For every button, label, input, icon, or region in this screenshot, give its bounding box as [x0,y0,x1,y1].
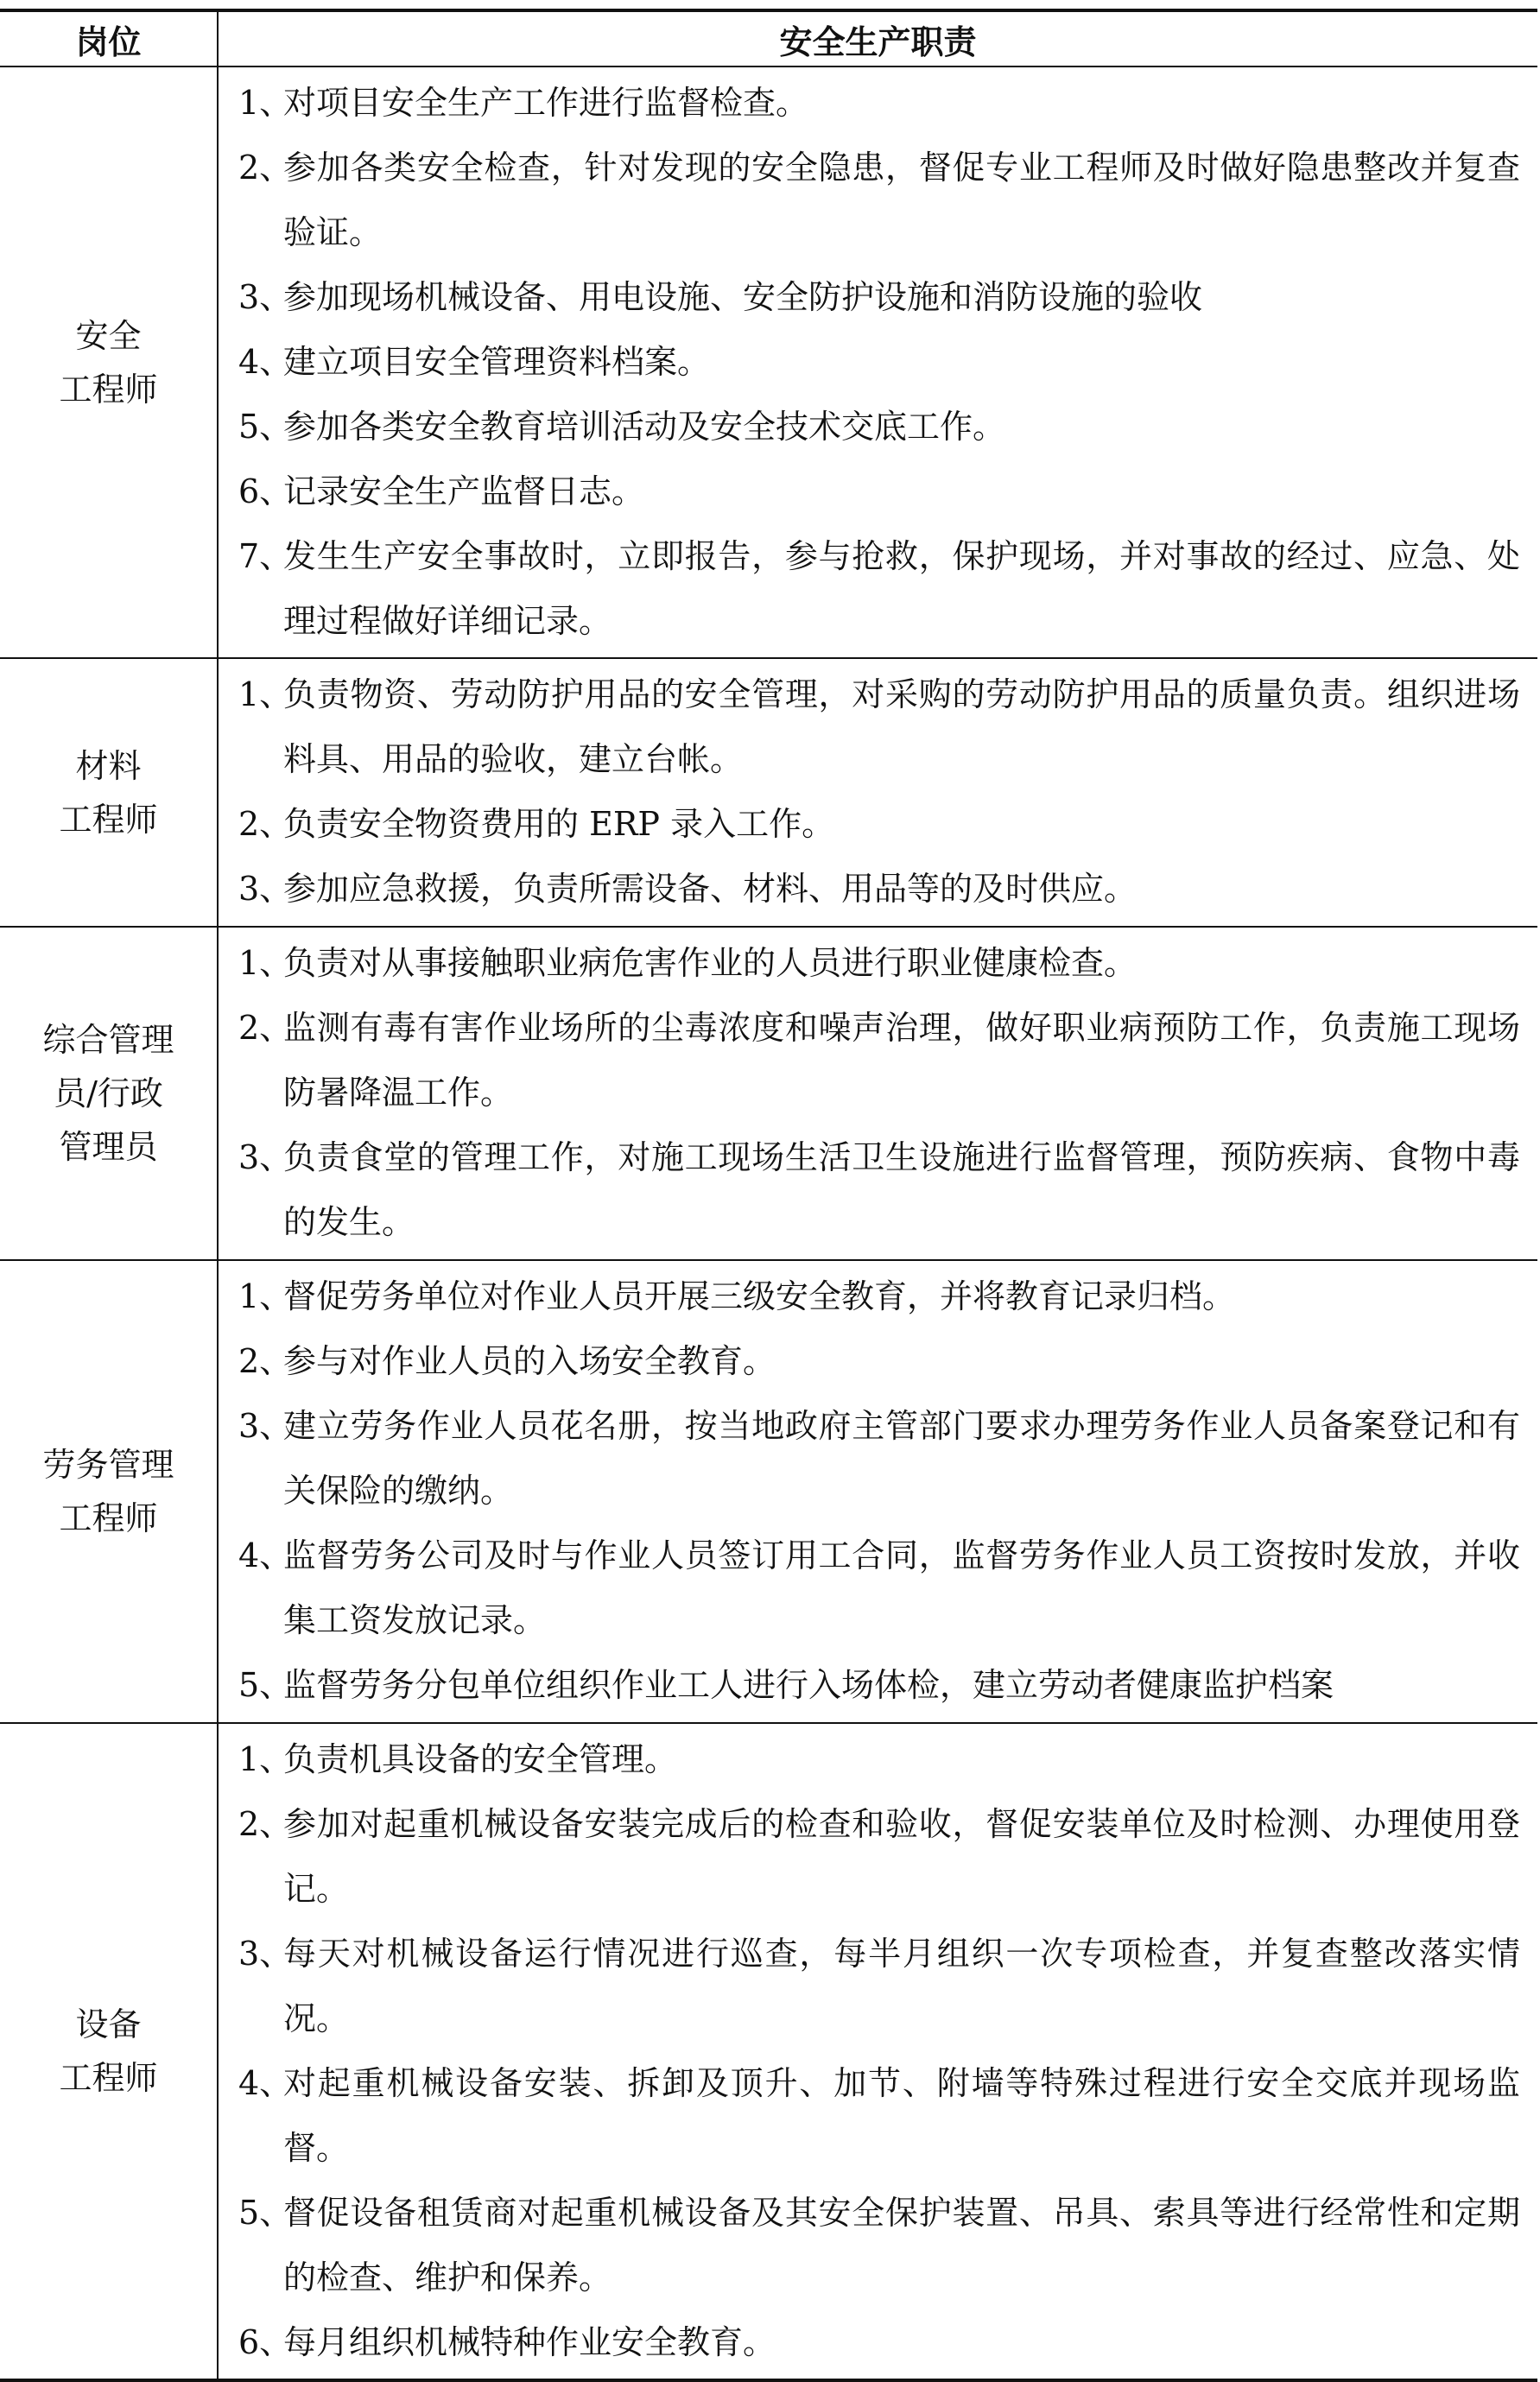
duty-item [238,662,1520,792]
duty-text: 负责安全物资费用的 ERP 录入工作。 [283,805,835,843]
duty-number: 2、 [238,1009,293,1047]
duty-number: 6、 [238,472,293,510]
table-row-materials-engineer [0,658,1537,927]
role-cell [0,67,218,658]
duty-number: 2、 [238,805,293,843]
duties-cell [218,1723,1537,2380]
duty-item [238,265,1520,330]
duty-item [238,1653,1520,1718]
role-cell [0,658,218,927]
duties-cell [218,927,1537,1260]
duty-text: 参加现场机械设备、用电设施、安全防护设施和消防设施的验收 [283,278,1203,316]
duty-number: 5、 [238,1666,293,1704]
duty-text: 负责机具设备的安全管理。 [283,1740,678,1778]
duty-number: 7、 [238,537,293,575]
duty-item [238,1524,1520,1653]
duties-cell [218,67,1537,658]
duty-text: 发生生产安全事故时，立即报告，参与抢救，保护现场，并对事故的经过、应急、处理过程做好详细记录。 [283,537,1520,640]
duty-item [238,1264,1520,1329]
duties-cell [218,1260,1537,1723]
duty-item [238,2051,1520,2181]
duty-number: 1、 [238,944,293,982]
duty-item [238,330,1520,395]
table-row-labor-engineer [0,1260,1537,1723]
duty-item [238,71,1520,136]
role-line: 材料 [75,746,142,785]
safety-duty-table [0,9,1537,2382]
header-role: 岗位 [0,10,218,67]
duty-item [238,1125,1520,1255]
duty-text: 监测有毒有害作业场所的尘毒浓度和噪声治理，做好职业病预防工作，负责施工现场防暑降温工作。 [283,1009,1520,1112]
duty-item [238,1922,1520,2051]
duty-text: 对项目安全生产工作进行监督检查。 [283,84,809,122]
duty-text: 建立劳务作业人员花名册，按当地政府主管部门要求办理劳务作业人员备案登记和有关保险的缴纳。 [283,1407,1520,1510]
role-line: 安全 [75,316,142,355]
duty-item [238,459,1520,524]
duty-number: 3、 [238,870,293,908]
role-line: 工程师 [59,800,158,839]
duty-number: 2、 [238,1805,293,1843]
role-line: 工程师 [59,1499,158,1537]
duty-item [238,1792,1520,1922]
duty-text: 参与对作业人员的入场安全教育。 [283,1342,776,1380]
header-duties: 安全生产职责 [218,10,1537,67]
role-cell [0,1723,218,2380]
duty-item [238,2310,1520,2375]
table-row-admin-manager [0,927,1537,1260]
duty-text: 每月组织机械特种作业安全教育。 [283,2323,776,2361]
duty-text: 监督劳务公司及时与作业人员签订用工合同，监督劳务作业人员工资按时发放，并收集工资发放记录。 [283,1536,1520,1639]
duty-text: 参加应急救援，负责所需设备、材料、用品等的及时供应。 [283,870,1138,908]
duty-number: 1、 [238,675,293,713]
duty-item [238,1329,1520,1394]
duty-number: 3、 [238,1138,293,1176]
duty-text: 负责食堂的管理工作，对施工现场生活卫生设施进行监督管理，预防疾病、食物中毒的发生。 [283,1138,1520,1241]
duty-text: 督促设备租赁商对起重机械设备及其安全保护装置、吊具、索具等进行经常性和定期的检查、维护和保养。 [283,2194,1520,2296]
duty-text: 记录安全生产监督日志。 [283,472,645,510]
duty-number: 4、 [238,343,293,381]
duties-cell [218,658,1537,927]
duty-number: 3、 [238,1407,293,1445]
duty-number: 5、 [238,2194,293,2232]
duty-text: 建立项目安全管理资料档案。 [283,343,711,381]
duty-number: 4、 [238,2064,293,2102]
duty-item [238,931,1520,996]
duty-number: 3、 [238,278,293,316]
duty-number: 6、 [238,2323,293,2361]
duty-item [238,524,1520,654]
role-line: 工程师 [59,2059,158,2097]
duty-text: 监督劳务分包单位组织作业工人进行入场体检，建立劳动者健康监护档案 [283,1666,1334,1704]
duty-item [238,2181,1520,2310]
duty-item [238,136,1520,265]
duty-number: 2、 [238,149,293,187]
role-cell [0,1260,218,1723]
duty-number: 2、 [238,1342,293,1380]
table-row-equipment-engineer [0,1723,1537,2380]
role-line: 员/行政 [54,1074,163,1112]
duty-number: 1、 [238,84,293,122]
role-line: 综合管理 [42,1021,174,1059]
duty-text: 负责对从事接触职业病危害作业的人员进行职业健康检查。 [283,944,1138,982]
duty-text: 参加对起重机械设备安装完成后的检查和验收，督促安装单位及时检测、办理使用登记。 [283,1805,1520,1908]
duty-text: 参加各类安全教育培训活动及安全技术交底工作。 [283,408,1006,446]
role-line: 设备 [75,2005,142,2043]
duty-item [238,395,1520,459]
duty-item [238,792,1520,857]
duty-number: 4、 [238,1536,293,1574]
role-line: 工程师 [59,370,158,409]
duty-item [238,857,1520,922]
duty-item [238,1394,1520,1524]
duty-text: 每天对机械设备运行情况进行巡查，每半月组织一次专项检查，并复查整改落实情况。 [283,1935,1520,2037]
duty-text: 对起重机械设备安装、拆卸及顶升、加节、附墙等特殊过程进行安全交底并现场监督。 [283,2064,1520,2167]
duty-text: 参加各类安全检查，针对发现的安全隐患，督促专业工程师及时做好隐患整改并复查验证。 [283,149,1520,251]
duty-number: 5、 [238,408,293,446]
duty-text: 督促劳务单位对作业人员开展三级安全教育，并将教育记录归档。 [283,1277,1236,1315]
duty-number: 3、 [238,1935,293,1973]
header-row [0,10,1537,67]
duty-item [238,1727,1520,1792]
duty-number: 1、 [238,1277,293,1315]
role-cell [0,927,218,1260]
role-line: 管理员 [59,1128,158,1166]
table-row-safety-engineer [0,67,1537,658]
duty-text: 负责物资、劳动防护用品的安全管理，对采购的劳动防护用品的质量负责。组织进场料具、用品的验收，建立台帐。 [283,675,1520,778]
duty-number: 1、 [238,1740,293,1778]
role-line: 劳务管理 [42,1446,174,1484]
duty-item [238,996,1520,1125]
